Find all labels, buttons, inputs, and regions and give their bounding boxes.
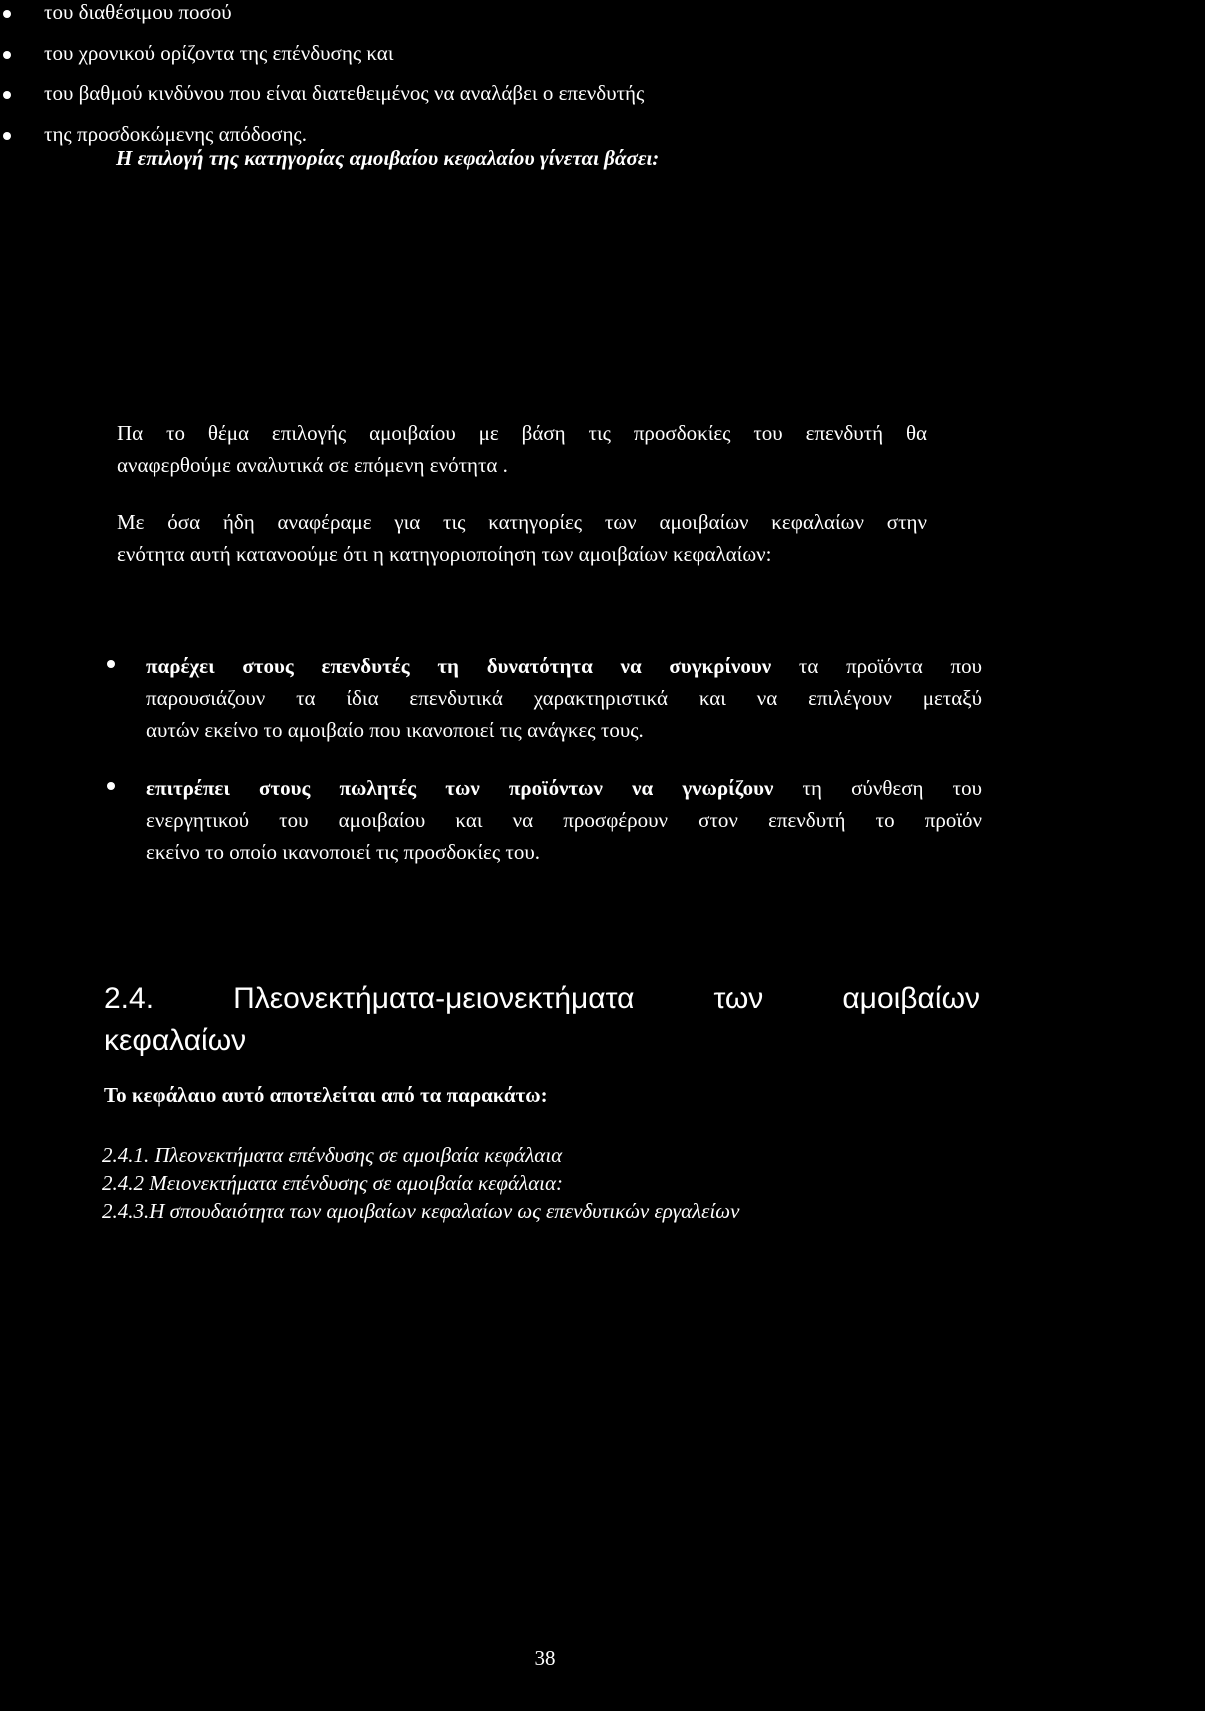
paragraph-line (146, 772, 982, 804)
toc-item: 2.4.2 Μειονεκτήματα επένδυσης σε αμοιβαία κεφάλαια: (102, 1171, 563, 1195)
paragraph-line: εκείνο το οποίο ικανοποιεί τις προσδοκίες του. (146, 840, 540, 864)
bullet-icon (3, 91, 11, 99)
paragraph-line: Πα το θέμα επιλογής αμοιβαίου με βάση τις προσδοκίες του επενδυτή θα (117, 421, 927, 445)
text-run: τα προϊόντα που (771, 654, 982, 678)
paragraph-line: ενεργητικού του αμοιβαίου και να προσφέρουν στον επενδυτή το προϊόν (146, 808, 982, 832)
list-item-text: της προσδοκώμενης απόδοσης. (44, 121, 307, 146)
benefit-sellers (146, 772, 982, 868)
next-section-paragraph (117, 417, 927, 481)
selection-criteria-list (0, 0, 1205, 162)
toc-item: 2.4.3.Η σπουδαιότητα των αμοιβαίων κεφαλαίων ως επενδυτικών εργαλείων (102, 1199, 740, 1223)
bullet-icon (3, 10, 11, 18)
paragraph-line: ενότητα αυτή κατανοούμε ότι η κατηγοριοποίηση των αμοιβαίων κεφαλαίων: (117, 542, 772, 566)
intro-heading: Η επιλογή της κατηγορίας αμοιβαίου κεφαλαίου γίνεται βάσει: (116, 146, 660, 170)
paragraph-line (146, 650, 982, 682)
page-number: 38 (534, 1646, 556, 1670)
bold-lead: παρέχει στους επενδυτές τη δυνατότητα να συγκρίνουν (146, 654, 772, 678)
bullet-icon (3, 51, 11, 59)
bullet-icon (3, 132, 11, 140)
table-of-contents (102, 1143, 739, 1227)
list-item-text: του διαθέσιμου ποσού (44, 0, 232, 24)
chapter-contents-heading: Το κεφάλαιο αυτό αποτελείται από τα παρακάτω: (104, 1083, 548, 1107)
categorization-paragraph (117, 506, 927, 570)
toc-item: 2.4.1. Πλεονεκτήματα επένδυσης σε αμοιβαία κεφάλαια (102, 1143, 563, 1167)
benefit-investors (146, 650, 982, 746)
section-title-line: κεφαλαίων (104, 1024, 247, 1057)
section-title-line: 2.4. Πλεονεκτήματα-μειονεκτήματα των αμοιβαίων (104, 982, 980, 1015)
list-item-text: του βαθμού κινδύνου που είναι διατεθειμένος να αναλάβει ο επενδυτής (44, 81, 645, 105)
bullet-icon (107, 660, 115, 668)
paragraph-line: αυτών εκείνο το αμοιβαίο που ικανοποιεί τις ανάγκες τους. (146, 718, 644, 742)
list-item (0, 0, 1205, 41)
bold-lead: επιτρέπει στους πωλητές των προϊόντων να γνωρίζουν (146, 776, 774, 800)
bullet-icon (107, 782, 115, 790)
paragraph-line: Με όσα ήδη αναφέραμε για τις κατηγορίες των αμοιβαίων κεφαλαίων στην (117, 510, 927, 534)
paragraph-line: αναφερθούμε αναλυτικά σε επόμενη ενότητα . (117, 453, 508, 477)
list-item-text: του χρονικού ορίζοντα της επένδυσης και (44, 40, 394, 65)
list-item (0, 122, 1205, 163)
text-run: τη σύνθεση του (773, 776, 982, 800)
section-title (104, 978, 980, 1062)
list-item (0, 41, 1205, 82)
list-item (0, 81, 1205, 122)
paragraph-line: παρουσιάζουν τα ίδια επενδυτικά χαρακτηριστικά και να επιλέγουν μεταξύ (146, 686, 982, 710)
